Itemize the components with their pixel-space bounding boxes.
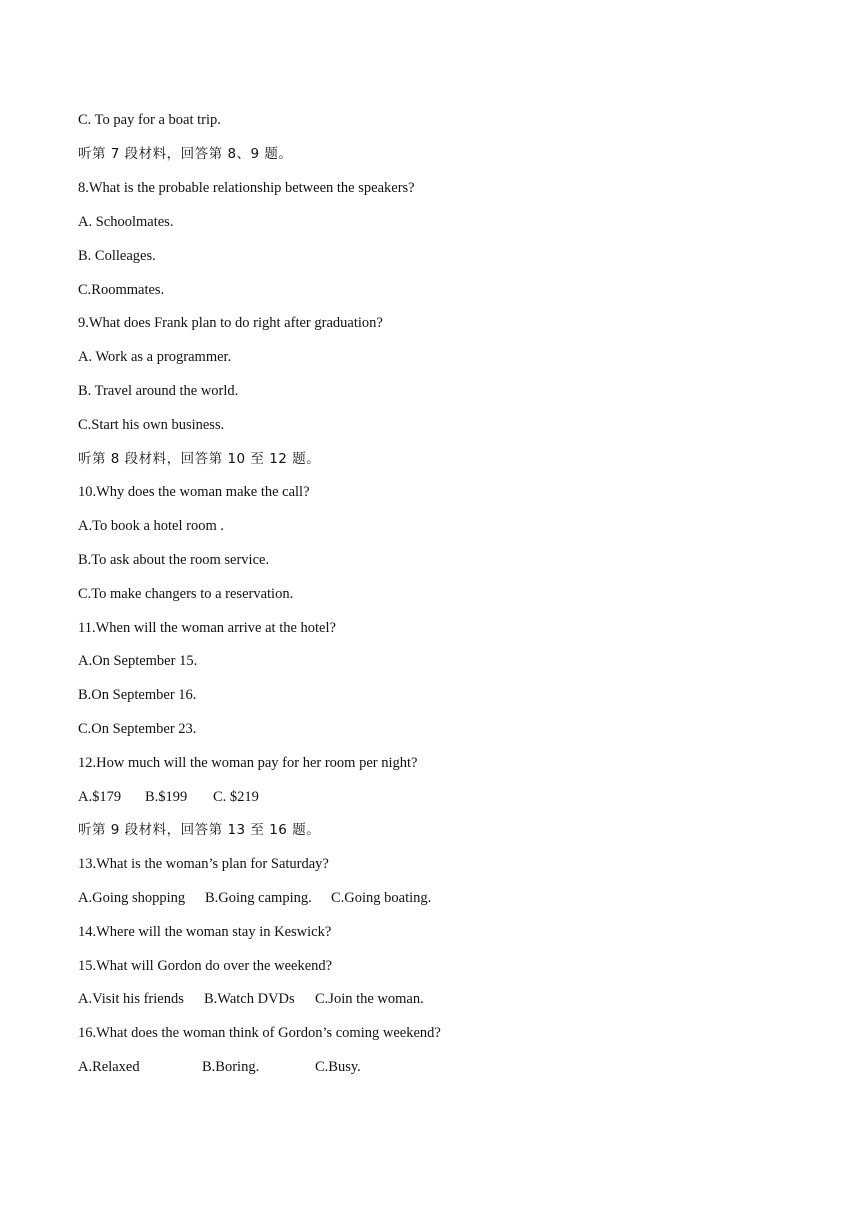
q16-option-b: B.Boring. bbox=[202, 1059, 260, 1075]
q12-option-c: C. $219 bbox=[213, 789, 259, 805]
q16-option-a: A.Relaxed bbox=[78, 1059, 140, 1075]
q10-option-b: B.To ask about the room service. bbox=[78, 552, 270, 568]
q9-option-c: C.Start his own business. bbox=[78, 417, 225, 433]
section-9-instruction: 听第 9 段材料，回答第 13 至 16 题。 bbox=[78, 822, 321, 838]
q12-option-b: B.$199 bbox=[145, 789, 188, 805]
q11-option-c: C.On September 23. bbox=[78, 721, 197, 737]
q13-option-c: C.Going boating. bbox=[331, 890, 432, 906]
q10-option-c: C.To make changers to a reservation. bbox=[78, 586, 294, 602]
section-8-instruction: 听第 8 段材料，回答第 10 至 12 题。 bbox=[78, 451, 321, 467]
question-14: 14.Where will the woman stay in Keswick? bbox=[78, 924, 332, 940]
q8-option-c: C.Roommates. bbox=[78, 282, 165, 298]
question-12: 12.How much will the woman pay for her room per night? bbox=[78, 755, 418, 771]
q15-option-a: A.Visit his friends bbox=[78, 991, 184, 1007]
q15-option-b: B.Watch DVDs bbox=[204, 991, 295, 1007]
question-13: 13.What is the woman’s plan for Saturday? bbox=[78, 856, 329, 872]
q11-option-a: A.On September 15. bbox=[78, 653, 198, 669]
question-9: 9.What does Frank plan to do right after graduation? bbox=[78, 315, 383, 331]
q11-option-b: B.On September 16. bbox=[78, 687, 197, 703]
q7-option-c: C. To pay for a boat trip. bbox=[78, 112, 221, 128]
q8-option-a: A. Schoolmates. bbox=[78, 214, 174, 230]
section-7-instruction: 听第 7 段材料，回答第 8、9 题。 bbox=[78, 146, 293, 162]
q16-option-c: C.Busy. bbox=[315, 1059, 361, 1075]
question-16: 16.What does the woman think of Gordon’s coming weekend? bbox=[78, 1025, 441, 1041]
question-8: 8.What is the probable relationship between the speakers? bbox=[78, 180, 415, 196]
question-10: 10.Why does the woman make the call? bbox=[78, 484, 310, 500]
question-15: 15.What will Gordon do over the weekend? bbox=[78, 958, 333, 974]
q13-option-b: B.Going camping. bbox=[205, 890, 312, 906]
q15-option-c: C.Join the woman. bbox=[315, 991, 424, 1007]
q10-option-a: A.To book a hotel room . bbox=[78, 518, 224, 534]
question-11: 11.When will the woman arrive at the hotel? bbox=[78, 620, 336, 636]
q12-option-a: A.$179 bbox=[78, 789, 122, 805]
q9-option-a: A. Work as a programmer. bbox=[78, 349, 232, 365]
q9-option-b: B. Travel around the world. bbox=[78, 383, 239, 399]
q8-option-b: B. Colleages. bbox=[78, 248, 156, 264]
q13-option-a: A.Going shopping bbox=[78, 890, 186, 906]
